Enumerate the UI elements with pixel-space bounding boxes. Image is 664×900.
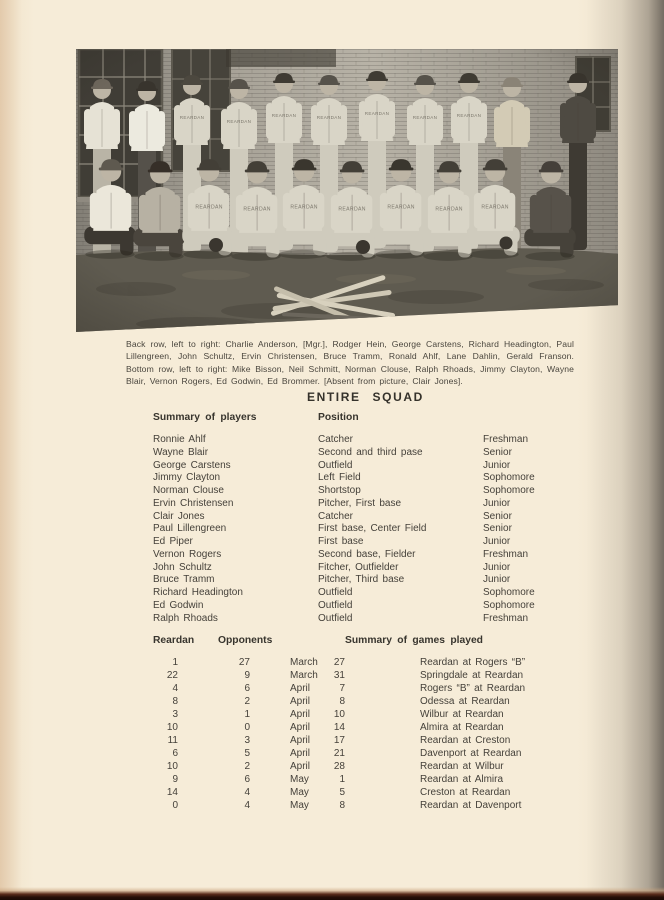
player-class-year: Freshman bbox=[483, 434, 529, 445]
game-opponent-score: 1 bbox=[244, 709, 250, 720]
game-opponent-score: 2 bbox=[244, 761, 250, 772]
game-reardan-score: 10 bbox=[166, 761, 178, 772]
player-class-year: Freshman bbox=[483, 612, 529, 624]
player-class-year: Junior bbox=[483, 574, 511, 586]
games-table-header bbox=[0, 635, 664, 649]
game-day: 10 bbox=[333, 709, 345, 720]
game-reardan-score: 0 bbox=[172, 800, 178, 811]
game-day: 31 bbox=[333, 670, 345, 681]
game-month: April bbox=[290, 696, 311, 707]
page-left-edge-shadow bbox=[0, 0, 22, 900]
game-row bbox=[148, 682, 565, 695]
game-row bbox=[148, 721, 565, 734]
game-month: April bbox=[290, 748, 311, 759]
game-month: May bbox=[290, 787, 309, 798]
game-matchup: Odessa at Reardan bbox=[420, 696, 510, 707]
player-name: Bruce Tramm bbox=[153, 574, 215, 586]
game-matchup: Reardan at Rogers “B” bbox=[420, 657, 526, 668]
game-day: 8 bbox=[339, 696, 345, 707]
game-opponent-score: 3 bbox=[244, 735, 250, 746]
player-row bbox=[153, 511, 593, 524]
game-matchup: Davenport at Reardan bbox=[420, 748, 522, 759]
game-opponent-score: 4 bbox=[244, 787, 250, 798]
game-opponent-score: 5 bbox=[244, 748, 250, 759]
games-header-reardan: Reardan bbox=[153, 635, 195, 646]
player-row bbox=[153, 574, 593, 587]
game-matchup: Creston at Reardan bbox=[420, 787, 511, 798]
players-table bbox=[153, 434, 593, 625]
player-position: Fitcher, Outfielder bbox=[318, 561, 399, 573]
player-row bbox=[153, 587, 593, 600]
player-class-year: Sophomore bbox=[483, 485, 535, 496]
player-class-year: Senior bbox=[483, 523, 512, 535]
player-class-year: Sophomore bbox=[483, 599, 535, 611]
game-reardan-score: 1 bbox=[172, 657, 178, 668]
player-class-year: Sophomore bbox=[483, 472, 535, 484]
player-row bbox=[153, 434, 593, 447]
player-class-year: Sophomore bbox=[483, 587, 535, 598]
game-month: March bbox=[290, 670, 318, 681]
game-matchup: Rogers “B” at Reardan bbox=[420, 683, 526, 694]
player-class-year: Junior bbox=[483, 497, 511, 509]
player-name: Richard Headington bbox=[153, 587, 243, 598]
game-month: April bbox=[290, 761, 311, 772]
game-matchup: Reardan at Davenport bbox=[420, 800, 522, 811]
player-row bbox=[153, 472, 593, 485]
player-position: Left Field bbox=[318, 472, 361, 484]
game-opponent-score: 6 bbox=[244, 683, 250, 694]
team-photo-svg bbox=[76, 49, 618, 332]
players-header-position: Position bbox=[318, 412, 359, 423]
player-name: George Carstens bbox=[153, 459, 231, 471]
games-table bbox=[148, 656, 565, 812]
players-table-header bbox=[153, 412, 359, 423]
games-header-summary: Summary of games played bbox=[345, 635, 483, 646]
player-name: John Schultz bbox=[153, 561, 212, 573]
game-reardan-score: 14 bbox=[166, 787, 178, 798]
player-class-year: Senior bbox=[483, 446, 512, 458]
page-title: ENTIRE SQUAD bbox=[307, 390, 424, 404]
game-reardan-score: 6 bbox=[172, 748, 178, 759]
player-position: Outfield bbox=[318, 599, 353, 611]
game-opponent-score: 0 bbox=[244, 722, 250, 733]
games-header-opponents: Opponents bbox=[218, 635, 273, 646]
game-month: April bbox=[290, 735, 311, 746]
book-binding-edge bbox=[0, 887, 664, 900]
caption-line: Bottom row, left to right: Mike Bisson, Neil Schmitt, Norman Clouse, Ralph Rhoads, Jimmy Clayton, Wayne bbox=[126, 363, 574, 374]
caption-line: Back row, left to right: Charlie Anderson, [Mgr.], Rodger Hein, George Carstens, Richard Headington, Paul bbox=[126, 339, 574, 349]
player-position: Outfield bbox=[318, 459, 353, 471]
player-position: Catcher bbox=[318, 510, 354, 522]
game-day: 5 bbox=[339, 787, 345, 798]
game-row bbox=[148, 760, 565, 773]
player-name: Wayne Blair bbox=[153, 446, 209, 458]
game-month: April bbox=[290, 709, 311, 720]
player-name: Paul Lillengreen bbox=[153, 523, 227, 535]
player-class-year: Freshman bbox=[483, 548, 529, 560]
photo-vignette bbox=[76, 49, 618, 332]
player-name: Ed Godwin bbox=[153, 599, 204, 611]
game-matchup: Wilbur at Reardan bbox=[420, 709, 504, 720]
player-row bbox=[153, 498, 593, 511]
player-class-year: Senior bbox=[483, 510, 512, 522]
player-class-year: Junior bbox=[483, 459, 511, 471]
game-day: 17 bbox=[333, 735, 345, 746]
player-position: Outfield bbox=[318, 587, 353, 598]
player-name: Ervin Christensen bbox=[153, 497, 234, 509]
player-position: Pitcher, First base bbox=[318, 497, 402, 509]
player-position: Second base, Fielder bbox=[318, 548, 416, 560]
game-day: 28 bbox=[333, 761, 345, 772]
game-row bbox=[148, 747, 565, 760]
player-name: Vernon Rogers bbox=[153, 548, 222, 560]
players-header-name: Summary of players bbox=[153, 412, 257, 423]
game-row bbox=[148, 773, 565, 786]
game-reardan-score: 22 bbox=[166, 670, 178, 681]
player-name: Clair Jones bbox=[153, 510, 205, 522]
player-name: Ralph Rhoads bbox=[153, 612, 218, 624]
game-matchup: Reardan at Creston bbox=[420, 735, 511, 746]
game-row bbox=[148, 695, 565, 708]
player-position: Outfield bbox=[318, 612, 353, 624]
game-row bbox=[148, 656, 565, 669]
game-row bbox=[148, 669, 565, 682]
game-month: May bbox=[290, 800, 309, 811]
game-month: April bbox=[290, 722, 311, 733]
player-position: First base bbox=[318, 536, 364, 547]
player-row bbox=[153, 485, 593, 498]
game-reardan-score: 3 bbox=[172, 709, 178, 720]
game-day: 27 bbox=[333, 657, 345, 668]
caption-line: Lillengreen, John Schultz, Ervin Christensen, Bruce Tramm, Ronald Ahlf, Lane Dahlin, Gerald Franson. bbox=[126, 351, 574, 362]
game-row bbox=[148, 786, 565, 799]
player-name: Ed Piper bbox=[153, 536, 193, 547]
game-matchup: Almira at Reardan bbox=[420, 722, 504, 733]
game-reardan-score: 10 bbox=[166, 722, 178, 733]
game-row bbox=[148, 734, 565, 747]
game-opponent-score: 4 bbox=[244, 800, 250, 811]
game-opponent-score: 2 bbox=[244, 696, 250, 707]
player-row bbox=[153, 523, 593, 536]
game-day: 14 bbox=[333, 722, 345, 733]
player-position: Shortstop bbox=[318, 485, 361, 496]
player-class-year: Junior bbox=[483, 536, 511, 547]
game-matchup: Springdale at Reardan bbox=[420, 670, 524, 681]
player-name: Norman Clouse bbox=[153, 485, 224, 496]
player-row bbox=[153, 613, 593, 626]
game-day: 7 bbox=[339, 683, 345, 694]
game-matchup: Reardan at Wilbur bbox=[420, 761, 504, 772]
player-row bbox=[153, 536, 593, 549]
player-row bbox=[153, 562, 593, 575]
game-reardan-score: 11 bbox=[167, 735, 178, 746]
player-position: Second and third pase bbox=[318, 446, 423, 458]
game-reardan-score: 4 bbox=[172, 683, 178, 694]
player-position: Catcher bbox=[318, 434, 354, 445]
player-class-year: Junior bbox=[483, 561, 511, 573]
game-opponent-score: 27 bbox=[238, 657, 250, 668]
game-opponent-score: 6 bbox=[244, 774, 250, 785]
player-row bbox=[153, 549, 593, 562]
photo-caption bbox=[126, 338, 574, 387]
game-day: 8 bbox=[339, 800, 345, 811]
player-position: Pitcher, Third base bbox=[318, 574, 405, 586]
player-row bbox=[153, 460, 593, 473]
player-position: First base, Center Field bbox=[318, 523, 427, 535]
game-reardan-score: 8 bbox=[172, 696, 178, 707]
caption-line: Blair, Vernon Rogers, Ed Godwin, Ed Brommer. [Absent from picture, Clair Jones]. bbox=[126, 376, 463, 387]
game-row bbox=[148, 708, 565, 721]
game-month: March bbox=[290, 657, 318, 668]
game-row bbox=[148, 799, 565, 812]
game-day: 1 bbox=[339, 774, 345, 785]
game-matchup: Reardan at Almira bbox=[420, 774, 504, 785]
team-photo bbox=[76, 49, 618, 332]
player-name: Ronnie Ahlf bbox=[153, 434, 206, 445]
game-day: 21 bbox=[333, 748, 345, 759]
game-reardan-score: 9 bbox=[172, 774, 178, 785]
player-row bbox=[153, 447, 593, 460]
game-month: May bbox=[290, 774, 309, 785]
game-opponent-score: 9 bbox=[244, 670, 250, 681]
player-row bbox=[153, 600, 593, 613]
game-month: April bbox=[290, 683, 311, 694]
player-name: Jimmy Clayton bbox=[153, 472, 221, 484]
